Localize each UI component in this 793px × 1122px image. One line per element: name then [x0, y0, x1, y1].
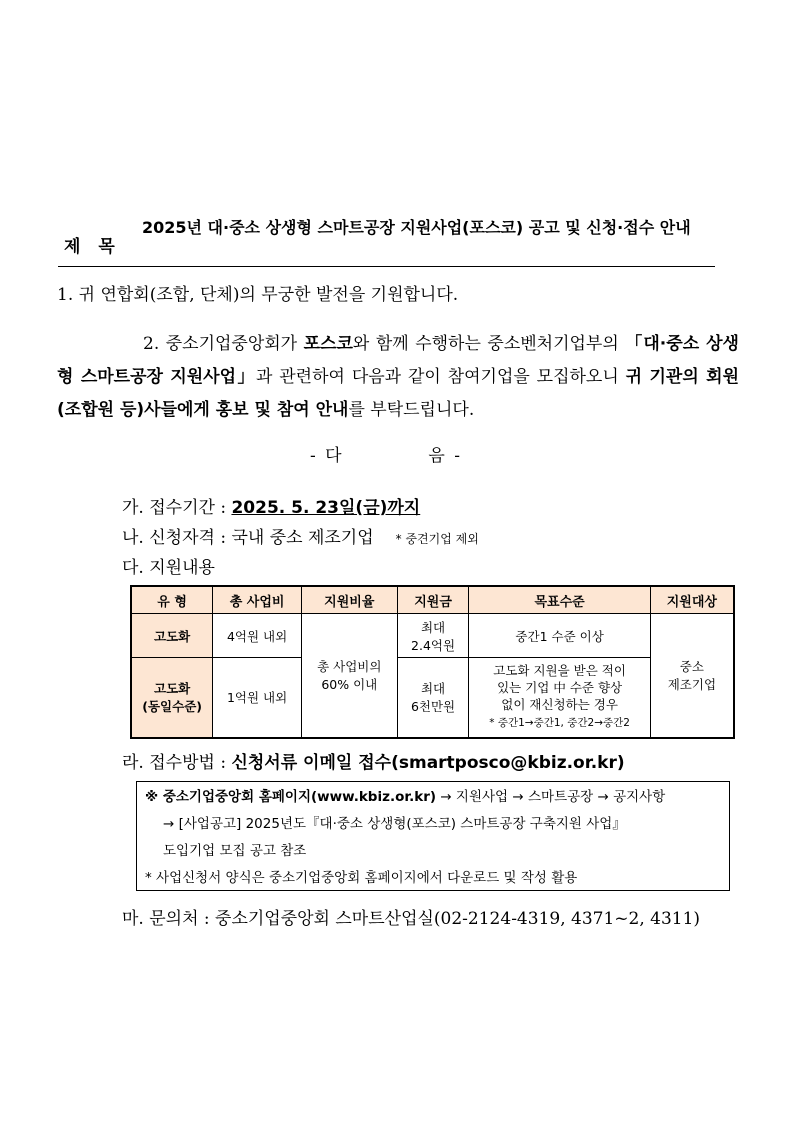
title-divider: [58, 266, 715, 267]
item-na: [122, 523, 479, 548]
table-header: 지원비율: [301, 586, 397, 614]
row2-target-note-text: * 중간1→중간1, 중간2→중간2: [489, 717, 630, 730]
row2-type-line1: 고도화: [154, 681, 191, 697]
row1-cost: 4억원 내외: [213, 614, 302, 658]
row2-target-line2: 있는 기업 中 수준 향상: [497, 680, 623, 696]
row2-cost: 1억원 내외: [213, 658, 302, 738]
ratio-line1: 총 사업비의: [317, 659, 382, 675]
request-text-3: 과 관련하여 다음과 같이 참여기업을 모집하오니: [255, 367, 626, 387]
request-bold-posco: 포스코: [303, 334, 353, 354]
row2-target-note: [472, 713, 646, 732]
item-ra-label: 라. 접수방법 :: [122, 753, 232, 773]
row2-grant-line1: 최대: [420, 681, 446, 697]
request-bold-program: 「대·중소 상생형 스마트공장 지원사업」: [57, 334, 739, 387]
item-da: 다. 지원내용: [122, 558, 215, 578]
request-text-1: 2. 중소기업중앙회가: [143, 334, 304, 354]
beneficiary-line1: 중소: [679, 659, 704, 675]
dadeum-left: - 다: [310, 446, 344, 466]
table-header: 지원금: [397, 586, 469, 614]
notice-mark: ※: [145, 789, 163, 805]
item-ra: [122, 748, 625, 773]
notice-line3: 도입기업 모집 공고 참조: [163, 843, 307, 859]
dadeum-heading: [310, 441, 462, 466]
table-header: 목표수준: [469, 586, 650, 614]
table-header-row: [131, 586, 734, 614]
request-bold-promotion: 귀 기관의 회원(조합원 등)사들에게 홍보 및 참여 안내: [57, 367, 739, 420]
item-ga: [122, 493, 420, 518]
beneficiary-line2: 제조기업: [667, 677, 717, 693]
table-header: 총 사업비: [213, 586, 302, 614]
table-header: 지원대상: [650, 586, 734, 614]
table-row: [131, 614, 734, 658]
notice-path: → 지원사업 → 스마트공장 → 공지사항: [436, 789, 666, 805]
item-ma: 마. 문의처 : 중소기업중앙회 스마트산업실(02-2124-4319, 4371~2, 4311): [122, 909, 701, 929]
item-ga-value: 2025. 5. 23일(금)까지: [231, 498, 421, 518]
row1-target: 중간1 수준 이상: [469, 614, 650, 658]
notice-line1: [145, 784, 721, 811]
request-text-2: 와 함께 수행하는 중소벤처기업부의: [352, 334, 626, 354]
row1-grant-line2: 2.4억원: [411, 637, 456, 653]
table-header: 유 형: [131, 586, 213, 614]
title-label: 제 목: [64, 237, 121, 257]
greeting-paragraph: 1. 귀 연합회(조합, 단체)의 무궁한 발전을 기원합니다.: [57, 285, 459, 305]
ratio-line2: 60% 이내: [321, 677, 378, 693]
support-ratio-cell: [301, 614, 397, 738]
row2-type: [131, 658, 213, 738]
dadeum-right: 음 -: [428, 446, 462, 466]
notice-homepage: 중소기업중앙회 홈페이지(www.kbiz.or.kr): [162, 789, 437, 805]
item-ga-label: 가. 접수기간 :: [122, 498, 232, 518]
row2-grant: [397, 658, 469, 738]
row1-grant-line1: 최대: [420, 619, 446, 635]
support-table: [130, 585, 735, 739]
item-na-note: * 중견기업 제외: [395, 532, 479, 546]
row2-target-line3: 없이 재신청하는 경우: [501, 697, 618, 713]
table-row: [131, 658, 734, 738]
item-na-label: 나. 신청자격 : 국내 중소 제조기업: [122, 528, 374, 548]
request-paragraph: [57, 328, 739, 427]
row2-target-line1: 고도화 지원을 받은 적이: [493, 663, 626, 679]
row1-grant: [397, 614, 469, 658]
row2-target: [469, 658, 650, 738]
row2-type-line2: (동일수준): [142, 699, 202, 715]
beneficiary-cell: [650, 614, 734, 738]
document-title: 2025년 대·중소 상생형 스마트공장 지원사업(포스코) 공고 및 신청·접수 안내: [142, 218, 691, 237]
notice-box: [136, 781, 730, 891]
item-ra-value: 신청서류 이메일 접수(smartposco@kbiz.or.kr): [231, 753, 625, 773]
notice-line4: * 사업신청서 양식은 중소기업중앙회 홈페이지에서 다운로드 및 작성 활용: [145, 870, 578, 886]
row1-type: 고도화: [131, 614, 213, 658]
request-text-4: 를 부탁드립니다.: [348, 400, 475, 420]
row2-grant-line2: 6천만원: [410, 699, 456, 715]
notice-line2: → [사업공고] 2025년도『대·중소 상생형(포스코) 스마트공장 구축지원 사업』: [163, 816, 626, 832]
